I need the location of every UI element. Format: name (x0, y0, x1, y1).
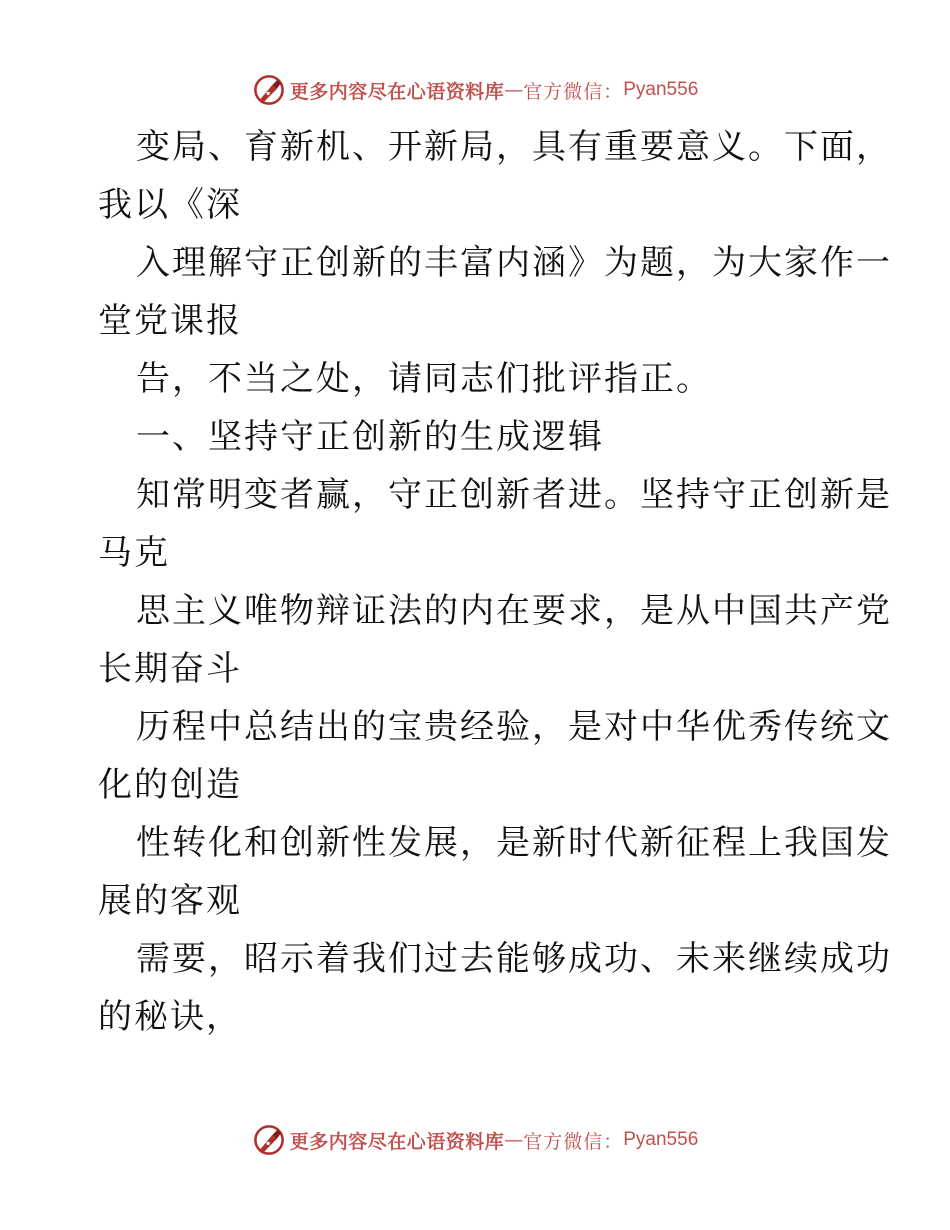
text-line: 需要，昭示着我们过去能够成功、未来继续成功 (136, 939, 892, 979)
text-line: 告，不当之处，请同志们批评指正。 (136, 359, 712, 399)
watermark-wechat-id: Pyan556 (623, 1129, 699, 1150)
text-line: 历程中总结出的宝贵经验，是对中华优秀传统文 (136, 707, 892, 747)
text-line: 的秘诀， (98, 997, 242, 1037)
document-body (98, 118, 892, 1046)
text-line: 一、坚持守正创新的生成逻辑 (136, 417, 604, 457)
watermark-wechat-label: 官方微信： (523, 80, 624, 103)
pen-circle-logo-icon (252, 73, 286, 107)
pen-circle-logo-icon (252, 1123, 286, 1157)
text-line: 化的创造 (98, 765, 242, 805)
watermark-wechat-id: Pyan556 (623, 79, 699, 100)
text-line: 堂党课报 (98, 301, 242, 341)
text-line: 长期奋斗 (98, 649, 242, 689)
footer-watermark (0, 1120, 950, 1160)
header-watermark (0, 70, 950, 110)
text-line: 我以《深 (98, 185, 242, 225)
watermark-site-name: 更多内容尽在心语资料库 (289, 80, 505, 103)
watermark-dash: — (504, 79, 524, 101)
text-line: 思主义唯物辩证法的内在要求，是从中国共产党 (136, 591, 892, 631)
text-line: 入理解守正创新的丰富内涵》为题，为大家作一 (136, 243, 892, 283)
text-line: 展的客观 (98, 881, 242, 921)
watermark-dash: — (504, 1129, 524, 1151)
text-line: 性转化和创新性发展，是新时代新征程上我国发 (136, 823, 892, 863)
text-line: 知常明变者赢，守正创新者进。坚持守正创新是 (136, 475, 892, 515)
watermark-site-name: 更多内容尽在心语资料库 (289, 1130, 505, 1153)
text-line: 马克 (98, 533, 170, 573)
watermark-wechat-label: 官方微信： (523, 1130, 624, 1153)
text-line: 变局、育新机、开新局，具有重要意义。下面， (136, 127, 892, 167)
